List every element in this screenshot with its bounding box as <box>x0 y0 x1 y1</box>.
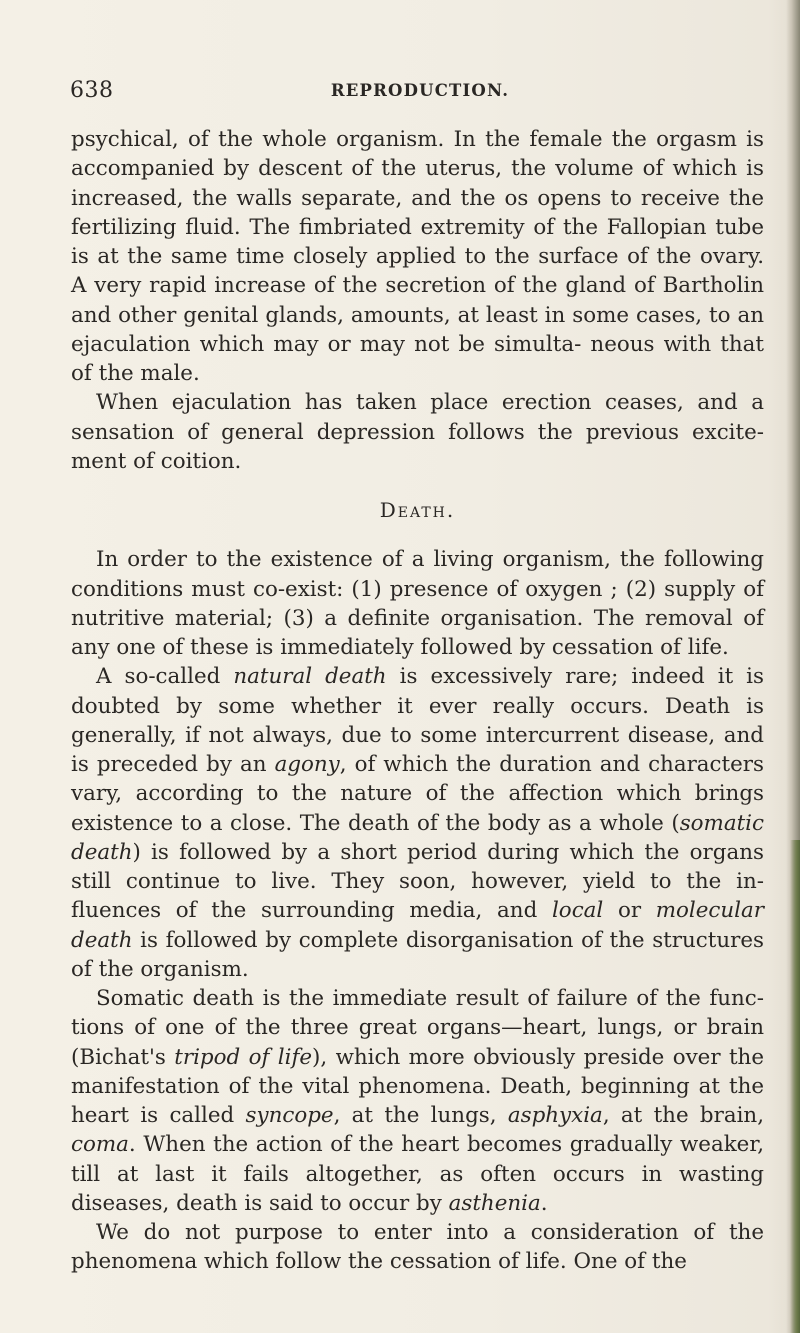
paragraph-natural-death <box>71 662 764 984</box>
italic-term: somatic death <box>71 810 764 865</box>
italic-term: syncope <box>245 1103 334 1128</box>
text-run: is followed by complete disorganisation of the structures of the organism. <box>71 927 764 982</box>
text-run: ) is followed by a short period during which the organs still continue to live. They soon, however, yield to the in- fluences of the surrounding media, and <box>71 839 764 924</box>
section-heading-text: Death. <box>379 498 456 522</box>
text-run: Somatic death is the immediate result of failure of the func- tions of one of the three great organs—heart, lungs, or brain (Bichat's <box>71 986 764 1070</box>
text-run: . <box>540 1190 548 1216</box>
page-body <box>71 125 764 1277</box>
running-head: REPRODUCTION. <box>330 81 510 100</box>
text-run: . When the action of the heart becomes gradually weaker, till at last it fails altogether, as often occurs in wasting diseases, death is said to occur by <box>71 1132 764 1216</box>
page-header <box>70 78 770 108</box>
text-run: , of which the duration and characters vary, according to the nature of the affection which brings existence to a close. The death of the body as a whole ( <box>71 752 764 836</box>
text-run: or <box>603 898 656 924</box>
italic-term: asphyxia <box>507 1103 603 1128</box>
italic-term: local <box>551 898 604 924</box>
paragraph-phenomena: We do not purpose to enter into a consideration of the phenomena which follow the cessation of life. One of the <box>71 1220 764 1275</box>
text-run: , at the brain, <box>602 1103 764 1128</box>
section-heading-death <box>71 496 764 525</box>
text-run: ), which more obviously preside over the manifestation of the vital phenomena. Death, beginning at the heart is called <box>71 1044 764 1128</box>
italic-term: agony <box>274 752 340 777</box>
text-run: is excessively rare; indeed it is doubted by some whether it ever really occurs. Death is generally, if not always, due to some intercurrent disease, and is preceded by an <box>71 664 764 777</box>
paragraph-conditions: In order to the existence of a living organism, the following conditions must co-exist: (1) presence of oxygen ; (2) supply of nutritive material; (3) a definite organisation. The removal of any one of these is immediately followed by cessation of life. <box>71 547 764 660</box>
italic-term: coma <box>71 1132 129 1158</box>
italic-term: molecular death <box>71 898 764 953</box>
italic-term: asthenia <box>448 1190 541 1216</box>
text-run: A so-called <box>96 664 234 690</box>
page-number: 638 <box>70 78 114 103</box>
text-run: , at the lungs, <box>333 1103 508 1128</box>
paragraph-somatic-death <box>71 984 764 1218</box>
italic-term: natural death <box>233 664 387 690</box>
paragraph-continued: psychical, of the whole organism. In the female the orgasm is accompanied by descent of the uterus, the volume of which is increased, the walls separate, and the os opens to receive the fertilizing fluid. The fimbriated extremity of the Fallopian tube is at the same time closely applied to the surface of the ovary. A very rapid increase of the secretion of the gland of Bartholin and other genital glands, amounts, at least in some cases, to an ejaculation which may or may not be simulta- neous with that of the male. <box>71 127 764 386</box>
paragraph-ejaculation: When ejaculation has taken place erection ceases, and a sensation of general depression follows the previous excite- ment of coition. <box>71 390 764 474</box>
page-edge-binding <box>790 840 800 1333</box>
italic-term: tripod of life <box>174 1044 313 1070</box>
